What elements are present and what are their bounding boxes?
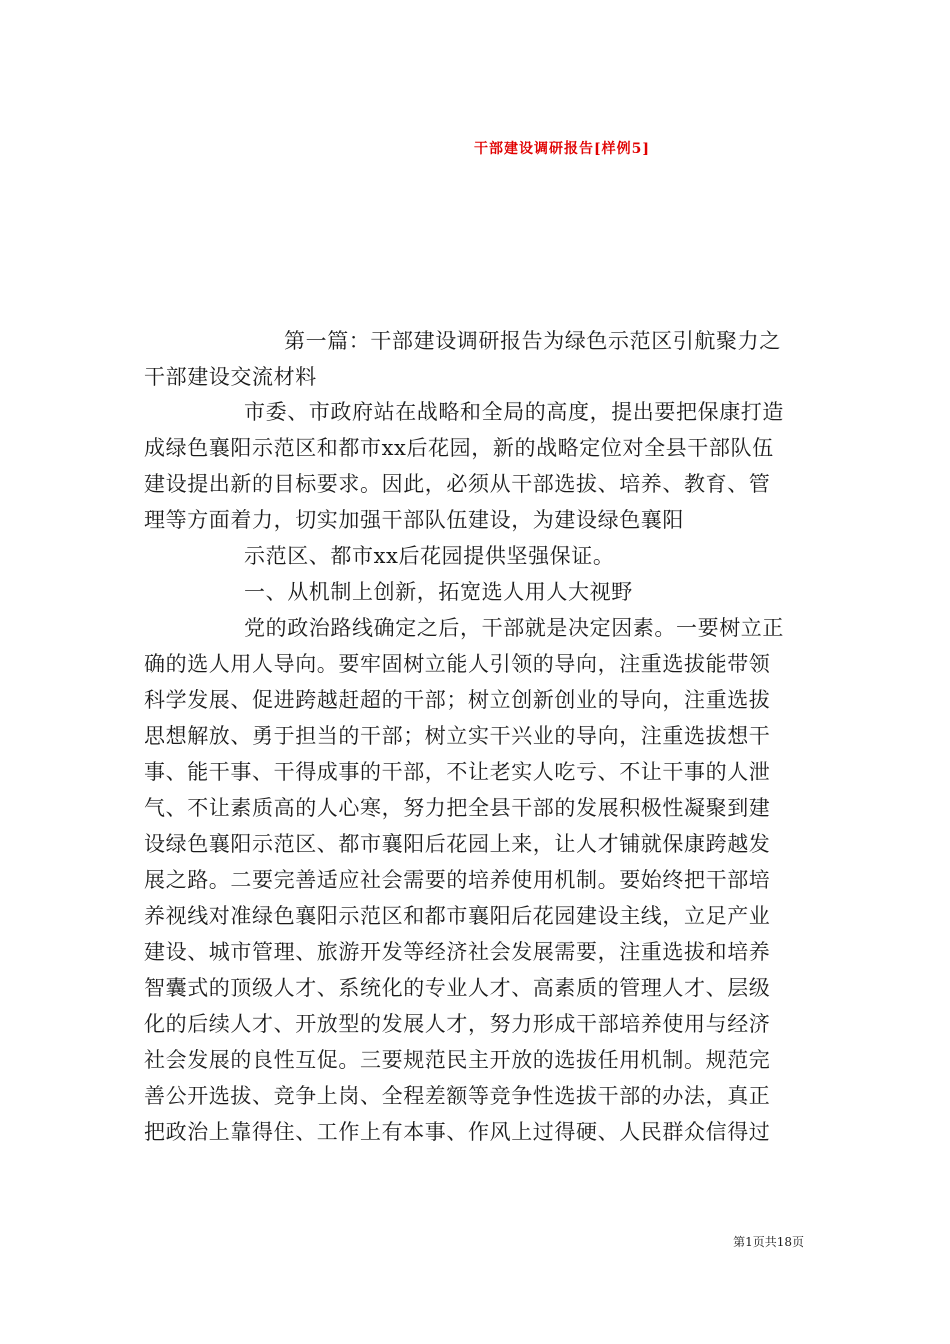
text-line: 养视线对准绿色襄阳示范区和都市襄阳后花园建设主线，立足产业 (144, 904, 771, 928)
text-line: 善公开选拔、竞争上岗、全程差额等竞争性选拔干部的办法，真正 (144, 1084, 771, 1108)
text-line: 干部建设交流材料 (144, 365, 317, 389)
text-line: 建设、城市管理、旅游开发等经济社会发展需要，注重选拔和培养 (144, 940, 771, 964)
text-line: 设绿色襄阳示范区、都市襄阳后花园上来，让人才铺就保康跨越发 (144, 832, 771, 856)
text-line: 展之路。二要完善适应社会需要的培养使用机制。要始终把干部培 (144, 868, 771, 892)
text-line: 第一篇：干部建设调研报告为绿色示范区引航聚力之 (284, 329, 781, 353)
text-line: 气、不让素质高的人心寒，努力把全县干部的发展积极性凝聚到建 (144, 796, 771, 820)
text-line: 事、能干事、干得成事的干部，不让老实人吃亏、不让干事的人泄 (144, 760, 771, 784)
text-line: 科学发展、促进跨越赶超的干部；树立创新创业的导向，注重选拔 (144, 688, 771, 712)
text-line: 智囊式的顶级人才、系统化的专业人才、高素质的管理人才、层级 (144, 976, 771, 1000)
text-line: 党的政治路线确定之后，干部就是决定因素。一要树立正 (244, 616, 784, 640)
document-title: 干部建设调研报告[样例5] (474, 141, 650, 157)
text-line: 理等方面着力，切实加强干部队伍建设，为建设绿色襄阳 (144, 508, 684, 532)
text-line: 示范区、都市xx后花园提供坚强保证。 (244, 544, 615, 568)
page-number: 第1页共18页 (733, 1235, 804, 1249)
text-line: 思想解放、勇于担当的干部；树立实干兴业的导向，注重选拔想干 (144, 724, 771, 748)
text-line: 建设提出新的目标要求。因此，必须从干部选拔、培养、教育、管 (144, 472, 771, 496)
section-heading: 一、从机制上创新，拓宽选人用人大视野 (244, 580, 633, 604)
text-line: 确的选人用人导向。要牢固树立能人引领的导向，注重选拔能带领 (144, 652, 771, 676)
text-line: 化的后续人才、开放型的发展人才，努力形成干部培养使用与经济 (144, 1012, 771, 1036)
text-line: 社会发展的良性互促。三要规范民主开放的选拔任用机制。规范完 (144, 1048, 771, 1072)
text-line: 成绿色襄阳示范区和都市xx后花园，新的战略定位对全县干部队伍 (144, 436, 774, 460)
text-line: 把政治上靠得住、工作上有本事、作风上过得硬、人民群众信得过 (144, 1120, 771, 1144)
text-line: 市委、市政府站在战略和全局的高度，提出要把保康打造 (244, 400, 784, 424)
